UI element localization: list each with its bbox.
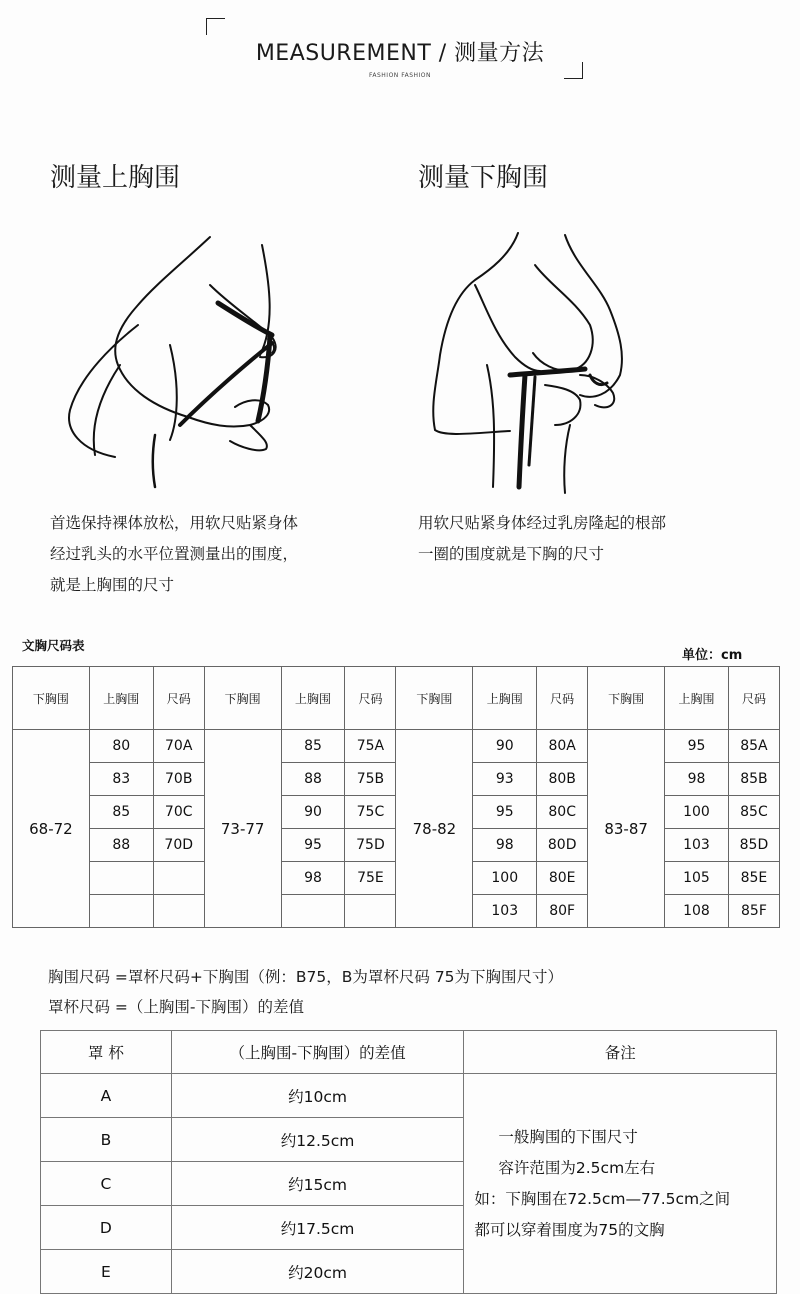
size-chart-title: 文胸尺码表 [22,638,85,653]
page-title: MEASUREMENT / 测量方法 [255,41,545,66]
bust-cell: 83 [89,763,153,796]
under-bust-description [418,508,666,570]
formula-bra-size: 胸围尺码 =罩杯尺码+下胸围（例：B75，B为罩杯尺码 75为下胸围尺寸） [48,968,564,986]
upper-desc-line: 首选保持裸体放松，用软尺贴紧身体 [50,514,299,532]
lower-desc-line: 用软尺贴紧身体经过乳房隆起的根部 [418,514,667,532]
size-cell: 70A [153,730,204,763]
header-cell: 尺码 [153,667,204,730]
header-cell: 上胸围 [89,667,153,730]
bust-cell: 85 [281,730,345,763]
size-cell: 75E [345,862,396,895]
cup-cell: E [41,1250,172,1294]
difference-cell: 约17.5cm [171,1206,464,1250]
bust-cell: 98 [281,862,345,895]
size-cell: 70C [153,796,204,829]
bust-cell [281,895,345,928]
difference-cell: 约20cm [171,1250,464,1294]
table-header-row [13,667,780,730]
header-cell: 上胸围 [473,667,537,730]
size-cell: 80D [537,829,588,862]
header-cell: 下胸围 [588,667,665,730]
note-line: 一般胸围的下围尺寸 [498,1127,638,1146]
bust-cell: 100 [473,862,537,895]
bust-cell: 100 [665,796,729,829]
table-header-row [41,1031,777,1074]
bust-cell: 95 [665,730,729,763]
note-line: 如：下胸围在72.5cm—77.5cm之间 [474,1189,731,1208]
size-chart-unit: 单位：cm [682,648,743,663]
header-cell: 尺码 [345,667,396,730]
table-row [41,1074,777,1118]
lower-desc-line: 一圈的围度就是下胸的尺寸 [418,545,605,563]
band-range-cell: 68-72 [13,730,90,928]
size-cell: 85D [728,829,779,862]
cup-cell: A [41,1074,172,1118]
bust-cell [89,895,153,928]
band-range-cell: 78-82 [396,730,473,928]
bust-cell: 95 [281,829,345,862]
bust-cell: 98 [665,763,729,796]
note-line: 都可以穿着围度为75的文胸 [474,1220,665,1239]
upper-desc-line: 就是上胸围的尺寸 [50,576,175,594]
page-subtitle: FASHION FASHION [368,72,432,79]
header-cell: 下胸围 [396,667,473,730]
cup-cell: D [41,1206,172,1250]
upper-bust-illustration [60,225,360,490]
bust-cell: 88 [89,829,153,862]
bust-cell: 95 [473,796,537,829]
size-cell: 85C [728,796,779,829]
cup-cell: C [41,1162,172,1206]
size-cell: 80C [537,796,588,829]
bust-cell: 105 [665,862,729,895]
under-bust-illustration [415,225,655,495]
header-cell: 备注 [464,1031,777,1074]
bust-cell: 108 [665,895,729,928]
bust-cell: 85 [89,796,153,829]
bust-cell: 103 [473,895,537,928]
size-cell [345,895,396,928]
size-cell: 80A [537,730,588,763]
band-range-cell: 73-77 [204,730,281,928]
size-cell: 80B [537,763,588,796]
size-chart-table [12,666,780,928]
size-cell: 85F [728,895,779,928]
header-cell: 下胸围 [13,667,90,730]
size-cell: 85B [728,763,779,796]
size-cell: 75D [345,829,396,862]
size-cell [153,862,204,895]
upper-desc-line: 经过乳头的水平位置测量出的围度， [50,545,299,563]
size-cell: 75C [345,796,396,829]
size-cell [153,895,204,928]
table-row [13,730,780,763]
difference-cell: 约15cm [171,1162,464,1206]
header-cell: 上胸围 [281,667,345,730]
bust-cell: 90 [473,730,537,763]
upper-bust-description [50,508,298,601]
size-cell: 85A [728,730,779,763]
note-line: 容许范围为2.5cm左右 [498,1158,656,1177]
bust-cell: 93 [473,763,537,796]
size-cell: 75B [345,763,396,796]
corner-bracket-top-left [206,18,225,35]
difference-cell: 约10cm [171,1074,464,1118]
header-cell: 下胸围 [204,667,281,730]
note-cell [464,1074,777,1294]
size-cell: 75A [345,730,396,763]
band-range-cell: 83-87 [588,730,665,928]
header-cell: 上胸围 [665,667,729,730]
upper-bust-heading: 测量上胸围 [50,163,181,193]
size-cell: 70D [153,829,204,862]
cup-size-table [40,1030,777,1294]
cup-cell: B [41,1118,172,1162]
header-cell: 罩 杯 [41,1031,172,1074]
formula-cup-size: 罩杯尺码 =（上胸围-下胸围）的差值 [48,998,305,1016]
size-cell: 70B [153,763,204,796]
bust-cell: 88 [281,763,345,796]
under-bust-heading: 测量下胸围 [418,163,549,193]
size-cell: 85E [728,862,779,895]
header-cell: 尺码 [728,667,779,730]
bust-cell: 80 [89,730,153,763]
difference-cell: 约12.5cm [171,1118,464,1162]
bust-cell: 103 [665,829,729,862]
header-cell: 尺码 [537,667,588,730]
size-cell: 80F [537,895,588,928]
bust-cell: 98 [473,829,537,862]
bust-cell: 90 [281,796,345,829]
bust-cell [89,862,153,895]
header-cell: （上胸围-下胸围）的差值 [171,1031,464,1074]
size-cell: 80E [537,862,588,895]
